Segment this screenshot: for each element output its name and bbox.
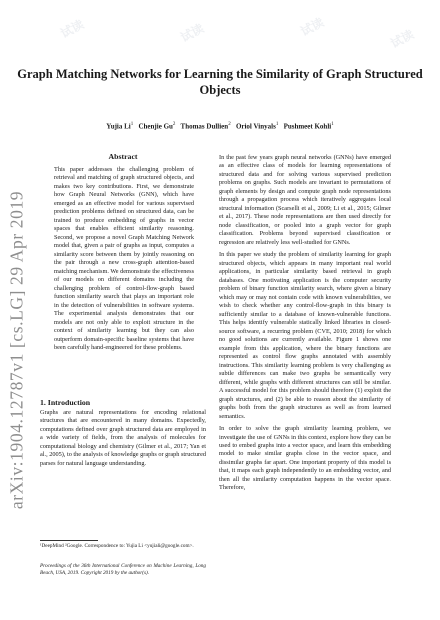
author-list xyxy=(0,122,440,130)
author-affiliation: 2 xyxy=(228,122,231,127)
arxiv-id: arXiv:1904.12787v1 [cs.LG] 29 Apr 2019 xyxy=(6,190,27,510)
arxiv-stamp xyxy=(2,140,32,560)
footnote: ¹DeepMind ²Google. Correspondence to: Yujia Li <yujiali@google.com>. xyxy=(40,543,194,549)
author-affiliation: 1 xyxy=(275,122,279,127)
footnote-rule xyxy=(40,540,98,541)
author-name: Thomas Dullien xyxy=(180,122,229,131)
author-name: Yujia Li xyxy=(106,122,131,131)
paper-title: Graph Matching Networks for Learning the Similarity of Graph Structured Objects xyxy=(17,67,423,97)
body-paragraph: In this paper we study the problem of similarity learning for graph structured objects, which appears in many important real world applications, in particular similarity based retrieval in graph databases. One motivating application is the computer security problem of binary function similarity search, where given a binary which may or may not contain code with known vulnerabilities, we wish to check whether any control-flow-graph in this binary is sufficiently similar to a database of known-vulnerable functions. This helps identify vulnerable statically linked libraries in closed-source software, a recurring problem (CVE, 2010; 2018) for which no good solutions are currently available. Figure 1 shows one example from this application, where the binary functions are represented as control flow graphs annotated with assembly instructions. This similarity learning problem is very challenging as subtle differences can make two graphs be semantically very different, while graphs with different structures can still be similar. A successful model for this problem should therefore (1) exploit the graph structures, and (2) be able to reason about the similarity of graphs both from the graph structures as well as from learned semantics. xyxy=(219,251,391,420)
intro-paragraph: Graphs are natural representations for encoding relational structures that are encountered in many domains. Expectedly, computations defined over graph structured data are employed in a wide variety of fields, from the analysis of molecules for computational biology and chemistry (Gilmer et al., 2017; Yan et al., 2005), to the analysis of knowledge graphs or graph structured parses for natural language understanding. xyxy=(40,409,206,467)
author-affiliation: 2 xyxy=(172,122,176,127)
author-affiliation: 1 xyxy=(331,122,334,127)
proceedings-note: Proceedings of the 36th International Conference on Machine Learning, Long Beach, USA, 2019. Copyright 2019 by the author(s). xyxy=(40,563,206,577)
author-name: Pushmeet Kohli xyxy=(283,122,332,131)
author-name: Oriol Vinyals xyxy=(235,122,276,131)
author-affiliation: 1 xyxy=(130,122,134,127)
watermark: 试读 xyxy=(298,15,327,39)
author-name: Chenjie Gu xyxy=(138,122,173,131)
abstract-heading: Abstract xyxy=(108,152,138,161)
abstract-body: This paper addresses the challenging problem of retrieval and matching of graph structured objects, and makes two key contributions. First, we demonstrate how Graph Neural Networks (GNN), which have emerged as an effective model for various supervised prediction problems defined on structured data, can be trained to produce embedding of graphs in vector spaces that enables efficient similarity reasoning. Second, we propose a novel Graph Matching Network model that, given a pair of graphs as input, computes a similarity score between them by jointly reasoning on the pair through a new cross-graph attention-based matching mechanism. We demonstrate the effectiveness of our models on different domains including the challenging problem of control-flow-graph based function similarity search that plays an important role in the detection of vulnerabilities in software systems. The experimental analysis demonstrates that our models are not only able to exploit structure in the context of similarity learning but they can also outperform domain-specific baseline systems that have been carefully hand-engineered for these problems. xyxy=(54,166,194,352)
watermark: 试读 xyxy=(388,27,417,51)
right-column xyxy=(219,154,391,497)
watermark: 试读 xyxy=(58,17,87,41)
watermark: 试读 xyxy=(178,21,207,45)
body-paragraph: In the past few years graph neural networks (GNNs) have emerged as an effective class of models for learning representations of structured data and for solving various supervised prediction problems on graphs. Such models are invariant to permutations of graph elements by design and compute graph node representations through a propagation process which iteratively aggregates local structural information (Scarselli et al., 2009; Li et al., 2015; Gilmer et al., 2017). These node representations are then used directly for node classification, or pooled into a graph vector for graph classification. Problems beyond supervised classification or regression are relatively less well-studied for GNNs. xyxy=(219,154,391,246)
body-paragraph: In order to solve the graph similarity learning problem, we investigate the use of GNNs in this context, explore how they can be used to embed graphs into a vector space, and learn this embedding model to make similar graphs close in the vector space, and dissimilar graphs far apart. One important property of this model is that, it maps each graph independently to an embedding vector, and then all the similarity computation happens in the vector space. Therefore, xyxy=(219,425,391,492)
section-heading: 1. Introduction xyxy=(40,398,91,407)
